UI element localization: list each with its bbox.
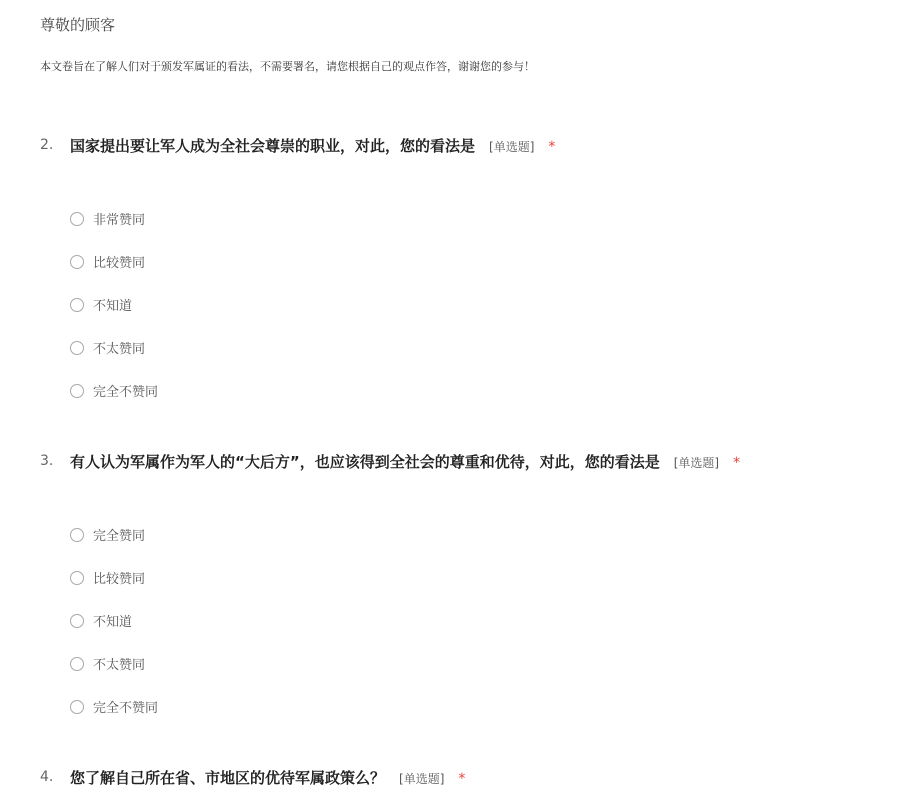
required-marker: * — [548, 139, 556, 155]
question-type-tag: [单选题] — [399, 772, 445, 786]
radio-button[interactable] — [70, 614, 84, 628]
greeting-heading: 尊敬的顾客 — [40, 16, 116, 34]
question-type-tag: [单选题] — [489, 140, 535, 154]
question-3 — [40, 451, 880, 716]
radio-button[interactable] — [70, 571, 84, 585]
question-4 — [40, 767, 880, 791]
option-label[interactable]: 比较赞同 — [93, 256, 146, 271]
question-header — [40, 451, 880, 475]
option-item[interactable] — [70, 556, 158, 599]
option-label[interactable]: 非常赞同 — [93, 213, 146, 228]
question-type-tag: [单选题] — [673, 456, 720, 470]
radio-button[interactable] — [70, 384, 84, 398]
radio-button[interactable] — [70, 657, 84, 671]
option-item[interactable] — [70, 197, 158, 240]
required-marker: * — [733, 455, 741, 471]
question-number: 4. — [40, 769, 54, 785]
option-item[interactable] — [70, 599, 158, 642]
radio-button[interactable] — [70, 212, 84, 226]
option-label[interactable]: 不知道 — [93, 299, 133, 314]
radio-button[interactable] — [70, 528, 84, 542]
question-number: 2. — [40, 137, 54, 153]
option-label[interactable]: 完全不赞同 — [93, 385, 159, 400]
option-label[interactable]: 完全赞同 — [93, 529, 146, 544]
option-label[interactable]: 不太赞同 — [93, 342, 146, 357]
radio-button[interactable] — [70, 298, 84, 312]
question-text: 有人认为军属作为军人的“大后方”，也应该得到全社会的尊重和优待，对此，您的看法是 — [70, 453, 660, 471]
option-item[interactable] — [70, 240, 158, 283]
option-label[interactable]: 不太赞同 — [93, 658, 146, 673]
question-header — [40, 135, 880, 159]
question-text: 国家提出要让军人成为全社会尊崇的职业，对此，您的看法是 — [70, 137, 476, 155]
question-2 — [40, 135, 880, 400]
option-label[interactable]: 比较赞同 — [93, 572, 146, 587]
option-item[interactable] — [70, 283, 158, 326]
option-item[interactable] — [70, 513, 158, 556]
radio-button[interactable] — [70, 700, 84, 714]
question-title-row — [70, 135, 555, 156]
option-item[interactable] — [70, 369, 158, 412]
option-item[interactable] — [70, 326, 158, 369]
question-title-row — [70, 451, 740, 472]
option-item[interactable] — [70, 642, 158, 685]
survey-intro-text: 本文卷旨在了解人们对于颁发军属证的看法，不需要署名，请您根据自己的观点作答，谢谢您的参与！ — [40, 60, 535, 73]
question-header — [40, 767, 880, 791]
required-marker: * — [458, 771, 466, 787]
option-label[interactable]: 完全不赞同 — [93, 701, 159, 716]
option-item[interactable] — [70, 685, 158, 728]
question-text: 您了解自己所在省、市地区的优待军属政策么？ — [70, 769, 386, 787]
question-title-row — [70, 767, 465, 788]
radio-button[interactable] — [70, 341, 84, 355]
option-label[interactable]: 不知道 — [93, 615, 133, 630]
radio-button[interactable] — [70, 255, 84, 269]
question-number: 3. — [40, 453, 54, 469]
options-list — [70, 513, 158, 728]
options-list — [70, 197, 158, 412]
